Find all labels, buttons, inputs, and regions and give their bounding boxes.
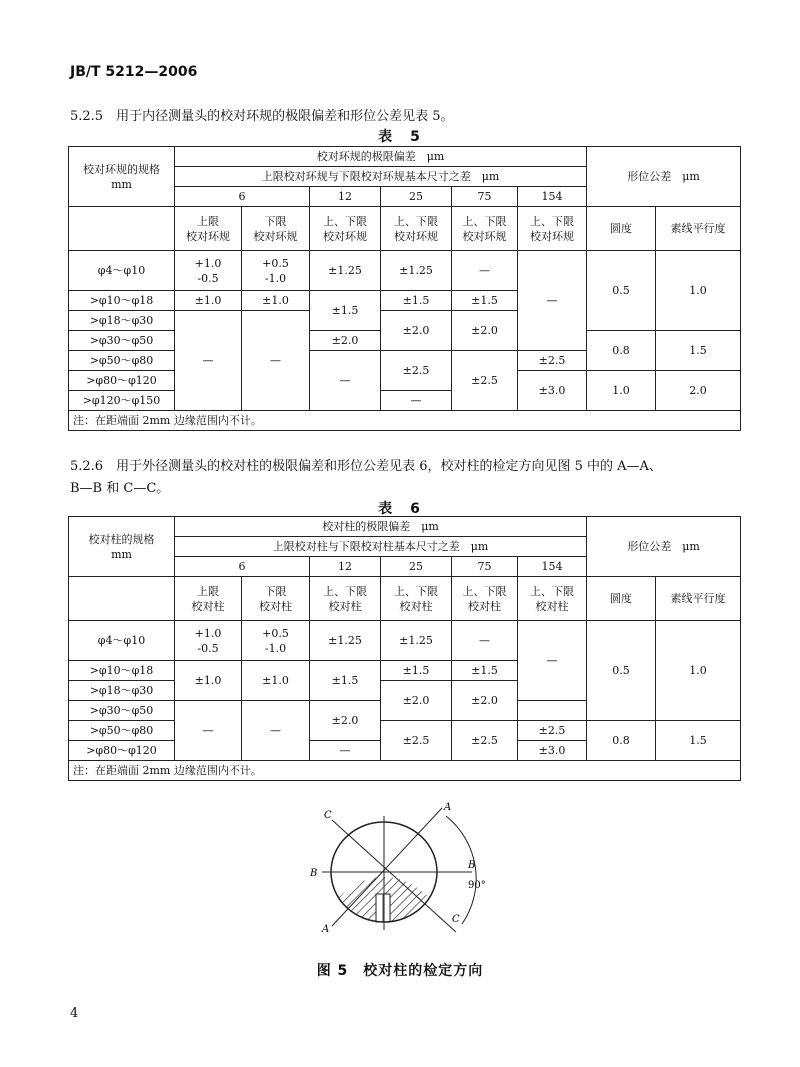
size-154: 154	[518, 557, 587, 577]
cell: 1.0	[587, 371, 656, 411]
cell: ±1.25	[310, 251, 381, 291]
row-spec: >φ120～φ150	[69, 391, 175, 411]
roundness-header: 圆度	[587, 207, 656, 251]
cell: +0.5 -1.0	[242, 251, 310, 291]
roundness-header: 圆度	[587, 577, 656, 621]
table-6-caption: 表 6	[378, 501, 422, 517]
ul-gauge: 上、下限 校对柱	[452, 577, 518, 621]
table-6	[68, 516, 741, 781]
row-spec: φ4～φ10	[69, 621, 175, 661]
cell: ±1.5	[310, 291, 381, 331]
sub-label	[69, 207, 175, 251]
cell: —	[381, 391, 452, 411]
cell: —	[452, 621, 518, 661]
cell: ±1.25	[381, 251, 452, 291]
form-tolerance-header: 形位公差 μm	[587, 147, 741, 207]
cell: ±2.5	[381, 351, 452, 391]
cell: ±1.0	[175, 291, 242, 311]
parallelism-header: 素线平行度	[656, 207, 741, 251]
deviation-header: 校对柱的极限偏差 μm	[175, 517, 587, 537]
upper-gauge: 上限 校对环规	[175, 207, 242, 251]
spec-header: 校对环规的规格 mm	[69, 147, 175, 207]
cell: ±3.0	[518, 741, 587, 761]
label-b-left: B	[310, 868, 318, 879]
cell: 0.5	[587, 621, 656, 721]
cell: ±2.0	[381, 311, 452, 351]
cell: —	[175, 311, 242, 411]
label-c-bottom: C	[452, 914, 460, 925]
section-5-2-6-line-1: 5.2.6 用于外径测量头的校对柱的极限偏差和形位公差见表 6，校对柱的检定方向见图 5 中的 A—A、	[70, 459, 662, 474]
ul-gauge: 上、下限 校对环规	[310, 207, 381, 251]
label-c-top: C	[324, 810, 332, 821]
row-spec: >φ18～φ30	[69, 681, 175, 701]
cell: —	[518, 251, 587, 351]
row-spec: >φ50～φ80	[69, 721, 175, 741]
page-number: 4	[70, 1006, 79, 1021]
cell: ±1.0	[175, 661, 242, 701]
difference-header: 上限校对环规与下限校对环规基本尺寸之差 μm	[175, 167, 587, 187]
cell: —	[310, 741, 381, 761]
cell: 0.8	[587, 331, 656, 371]
cell: 1.0	[656, 251, 741, 331]
cell: ±3.0	[518, 371, 587, 411]
cell: ±2.0	[381, 681, 452, 721]
row-spec: >φ80～φ120	[69, 741, 175, 761]
section-5-2-6-line-2: B—B 和 C—C。	[70, 481, 170, 496]
cell: ±2.0	[452, 311, 518, 351]
table-5-note: 注：在距端面 2mm 边缘范围内不计。	[69, 411, 741, 431]
cell: +1.0 -0.5	[175, 251, 242, 291]
cell: —	[518, 621, 587, 701]
angle-label: 90°	[468, 880, 486, 891]
cell: ±1.5	[381, 661, 452, 681]
lower-gauge: 下限 校对环规	[242, 207, 310, 251]
size-154: 154	[518, 187, 587, 207]
cell: —	[242, 701, 310, 761]
table-5-caption: 表 5	[378, 129, 422, 145]
label-a-top: A	[444, 802, 452, 813]
cell: 0.5	[587, 251, 656, 331]
cell: +1.0 -0.5	[175, 621, 242, 661]
size-12: 12	[310, 557, 381, 577]
cell: —	[452, 251, 518, 291]
cell: ±2.0	[452, 681, 518, 721]
cell: ±1.0	[242, 661, 310, 701]
ul-gauge: 上、下限 校对环规	[452, 207, 518, 251]
cell: ±2.5	[381, 721, 452, 761]
spec-header: 校对柱的规格 mm	[69, 517, 175, 577]
cell: ±2.5	[518, 721, 587, 741]
cell: 1.5	[656, 331, 741, 371]
cell: ±1.0	[242, 291, 310, 311]
ul-gauge: 上、下限 校对柱	[381, 577, 452, 621]
cell: ±1.25	[381, 621, 452, 661]
table-5	[68, 146, 741, 431]
cell: ±1.5	[310, 661, 381, 701]
cell: —	[175, 701, 242, 761]
cell: ±1.5	[381, 291, 452, 311]
form-tolerance-header: 形位公差 μm	[587, 517, 741, 577]
row-spec: >φ80～φ120	[69, 371, 175, 391]
size-6: 6	[175, 187, 310, 207]
cell: ±2.5	[452, 351, 518, 411]
ul-gauge: 上、下限 校对柱	[518, 577, 587, 621]
deviation-header: 校对环规的极限偏差 μm	[175, 147, 587, 167]
size-75: 75	[452, 187, 518, 207]
row-spec: >φ50～φ80	[69, 351, 175, 371]
size-25: 25	[381, 187, 452, 207]
figure-5-caption: 图 5 校对柱的检定方向	[316, 963, 484, 979]
ul-gauge: 上、下限 校对环规	[518, 207, 587, 251]
figure-5-diagram	[296, 796, 516, 946]
cell: —	[242, 311, 310, 411]
row-spec: >φ30～φ50	[69, 331, 175, 351]
ul-gauge: 上、下限 校对柱	[310, 577, 381, 621]
cell: ±2.0	[310, 331, 381, 351]
lower-gauge: 下限 校对柱	[242, 577, 310, 621]
cell: 1.5	[656, 721, 741, 761]
upper-gauge: 上限 校对柱	[175, 577, 242, 621]
row-spec: >φ30～φ50	[69, 701, 175, 721]
cell: —	[310, 351, 381, 411]
size-75: 75	[452, 557, 518, 577]
row-spec: >φ18～φ30	[69, 311, 175, 331]
size-12: 12	[310, 187, 381, 207]
label-b-right: B	[468, 860, 476, 871]
section-5-2-5: 5.2.5 用于内径测量头的校对环规的极限偏差和形位公差见表 5。	[70, 109, 454, 124]
label-a-bottom: A	[322, 924, 330, 935]
difference-header: 上限校对柱与下限校对柱基本尺寸之差 μm	[175, 537, 587, 557]
sub-label	[69, 577, 175, 621]
table-6-note: 注：在距端面 2mm 边缘范围内不计。	[69, 761, 741, 781]
parallelism-header: 素线平行度	[656, 577, 741, 621]
document-header: JB/T 5212—2006	[70, 64, 198, 80]
cell: 2.0	[656, 371, 741, 411]
cell: 1.0	[656, 621, 741, 721]
cell: ±2.5	[452, 721, 518, 761]
cell	[518, 701, 587, 721]
row-spec: >φ10～φ18	[69, 661, 175, 681]
cell: +0.5 -1.0	[242, 621, 310, 661]
row-spec: >φ10～φ18	[69, 291, 175, 311]
cell: ±1.5	[452, 291, 518, 311]
size-6: 6	[175, 557, 310, 577]
cell: ±2.0	[310, 701, 381, 741]
cell: ±2.5	[518, 351, 587, 371]
cell: 0.8	[587, 721, 656, 761]
ul-gauge: 上、下限 校对环规	[381, 207, 452, 251]
size-25: 25	[381, 557, 452, 577]
row-spec: φ4～φ10	[69, 251, 175, 291]
cell: ±1.25	[310, 621, 381, 661]
cell: ±1.5	[452, 661, 518, 681]
